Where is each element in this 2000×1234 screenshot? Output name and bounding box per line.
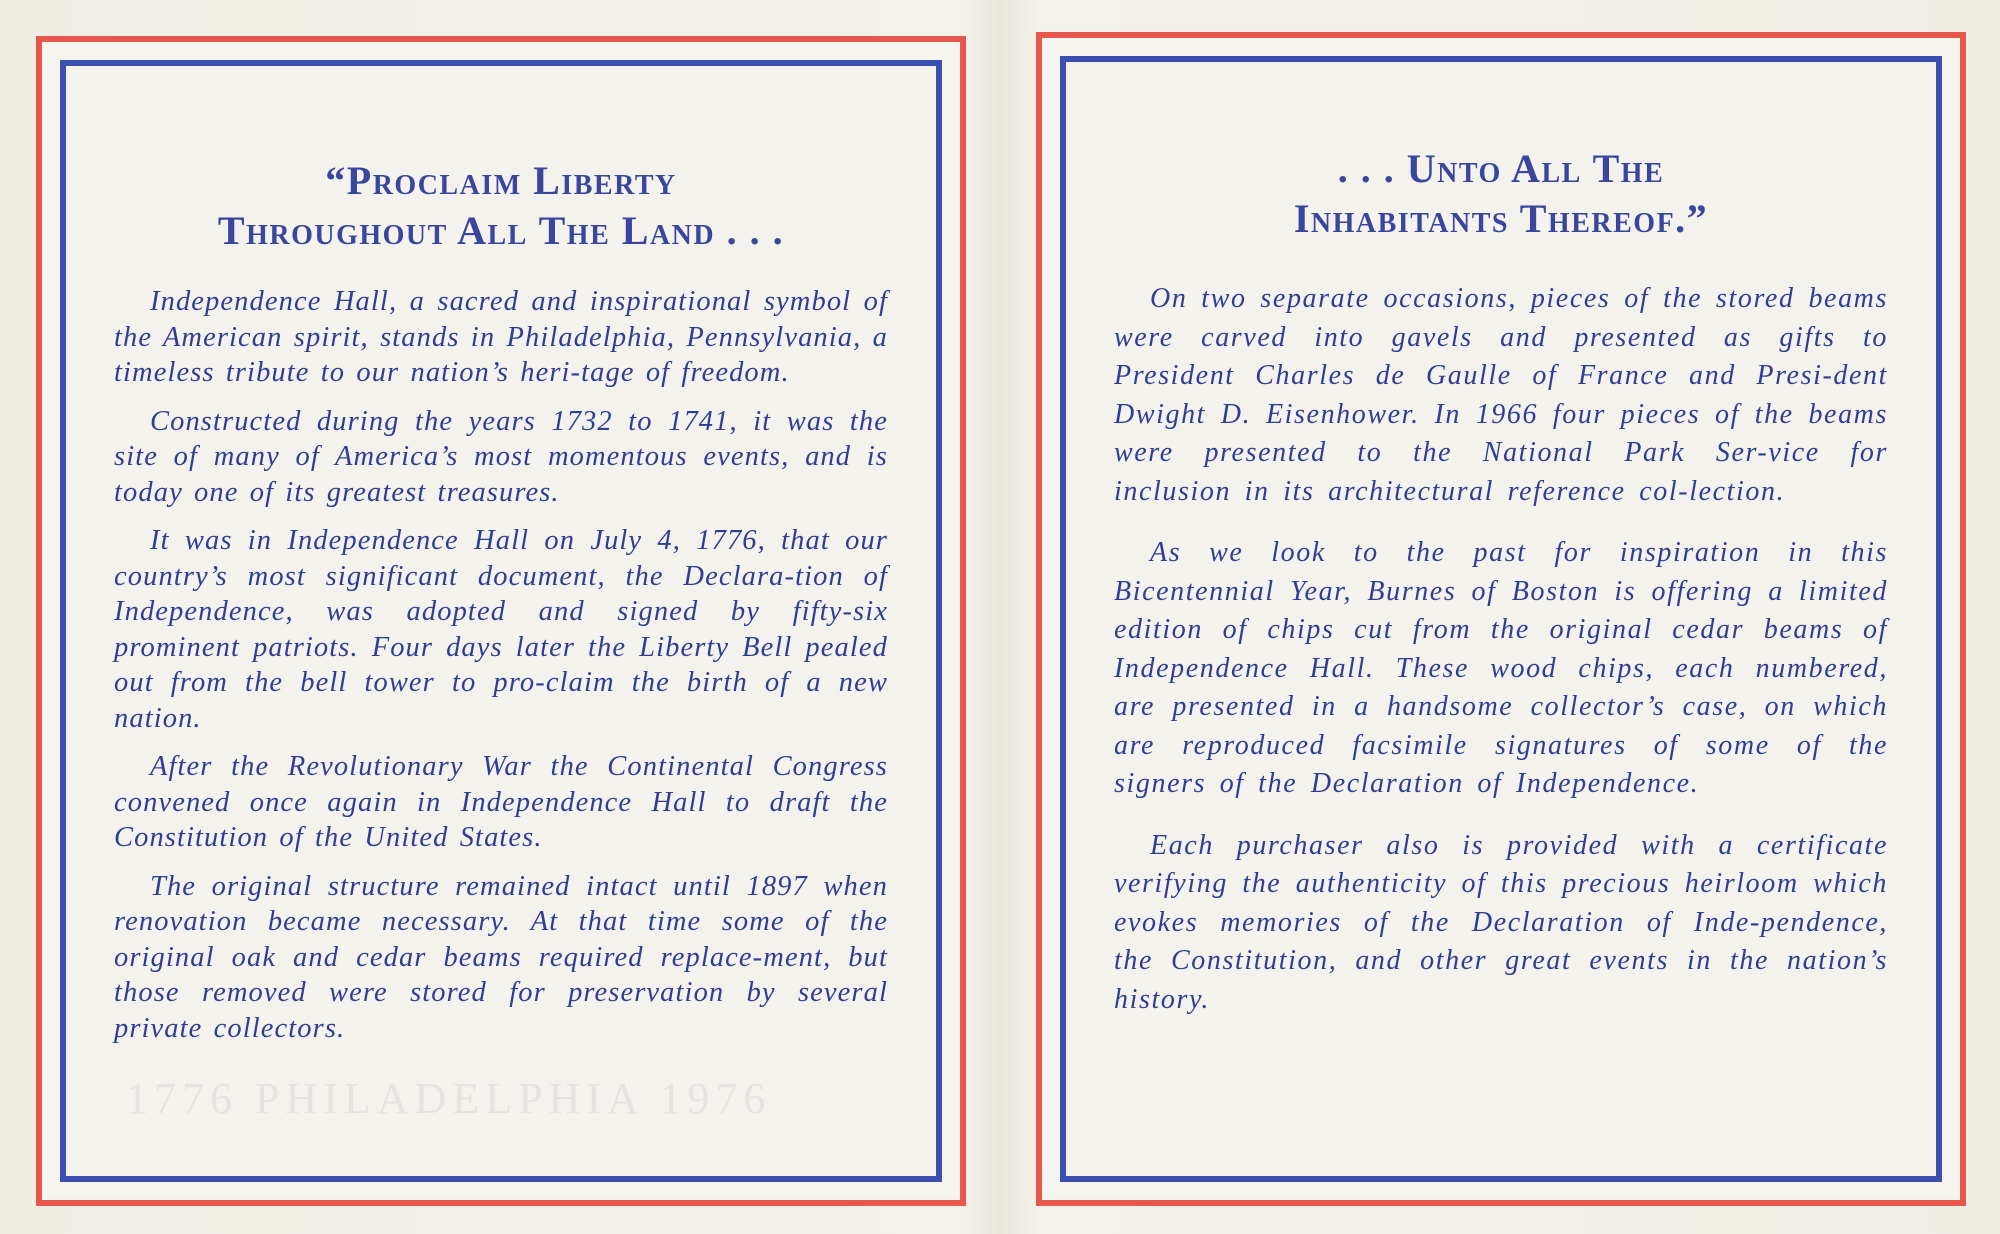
title-line: “Proclaim Liberty xyxy=(325,158,677,203)
right-page-content xyxy=(1114,62,1888,1176)
left-page-content xyxy=(114,66,888,1176)
title-line: . . . Unto All The xyxy=(1337,146,1665,191)
left-page xyxy=(36,36,966,1206)
title-line: Inhabitants Thereof.” xyxy=(1293,196,1709,241)
paragraph: On two separate occasions, pieces of the stored beams were carved into gavels and presented as gifts to President Charles de Gaulle of France and Presi-dent Dwight D. Eisenhower. In 1966 four pieces of the beams were presented to the National Park Ser-vice for inclusion in its architectural reference col-lection. xyxy=(1114,283,1888,507)
paragraph: Each purchaser also is provided with a certificate verifying the authenticity of this precious heirloom which evokes memories of the Declaration of Inde-pendence, the Constitution, and other great events in the nation’s history. xyxy=(1114,829,1888,1015)
left-page-inner-frame xyxy=(60,60,942,1182)
left-page-title xyxy=(114,66,888,256)
paragraph: The original structure remained intact until 1897 when renovation became necessary. At that time some of the original oak and cedar beams required replace-ment, but those removed were stored for preservation by several private collectors. xyxy=(114,870,888,1044)
paragraph: It was in Independence Hall on July 4, 1776, that our country’s most significant document, the Declara-tion of Independence, was adopted and signed by fifty-six prominent patriots. Four days later the Liberty Bell pealed out from the bell tower to pro-claim the birth of a new nation. xyxy=(114,525,888,734)
paragraph: Constructed during the years 1732 to 1741, it was the site of many of America’s most momentous events, and is today one of its greatest treasures. xyxy=(114,405,888,508)
right-page xyxy=(1036,32,1966,1206)
paragraph: Independence Hall, a sacred and inspirational symbol of the American spirit, stands in Philadelphia, Pennsylvania, a timeless tribute to our nation’s heri-tage of freedom. xyxy=(114,286,888,388)
show-through-text: 1776 PHILADELPHIA 1976 xyxy=(126,1074,772,1123)
title-line: Throughout All The Land . . . xyxy=(217,208,785,253)
right-page-title xyxy=(1114,62,1888,244)
paragraph: After the Revolutionary War the Continental Congress convened once again in Independence Hall to draft the Constitution of the United States. xyxy=(114,751,888,853)
paragraph: As we look to the past for inspiration in this Bicentennial Year, Burnes of Boston is offering a limited edition of chips cut from the original cedar beams of Independence Hall. These wood chips, each numbered, are presented in a handsome collector’s case, on which are reproduced facsimile signatures of some of the signers of the Declaration of Independence. xyxy=(1114,537,1888,799)
right-page-inner-frame xyxy=(1060,56,1942,1182)
